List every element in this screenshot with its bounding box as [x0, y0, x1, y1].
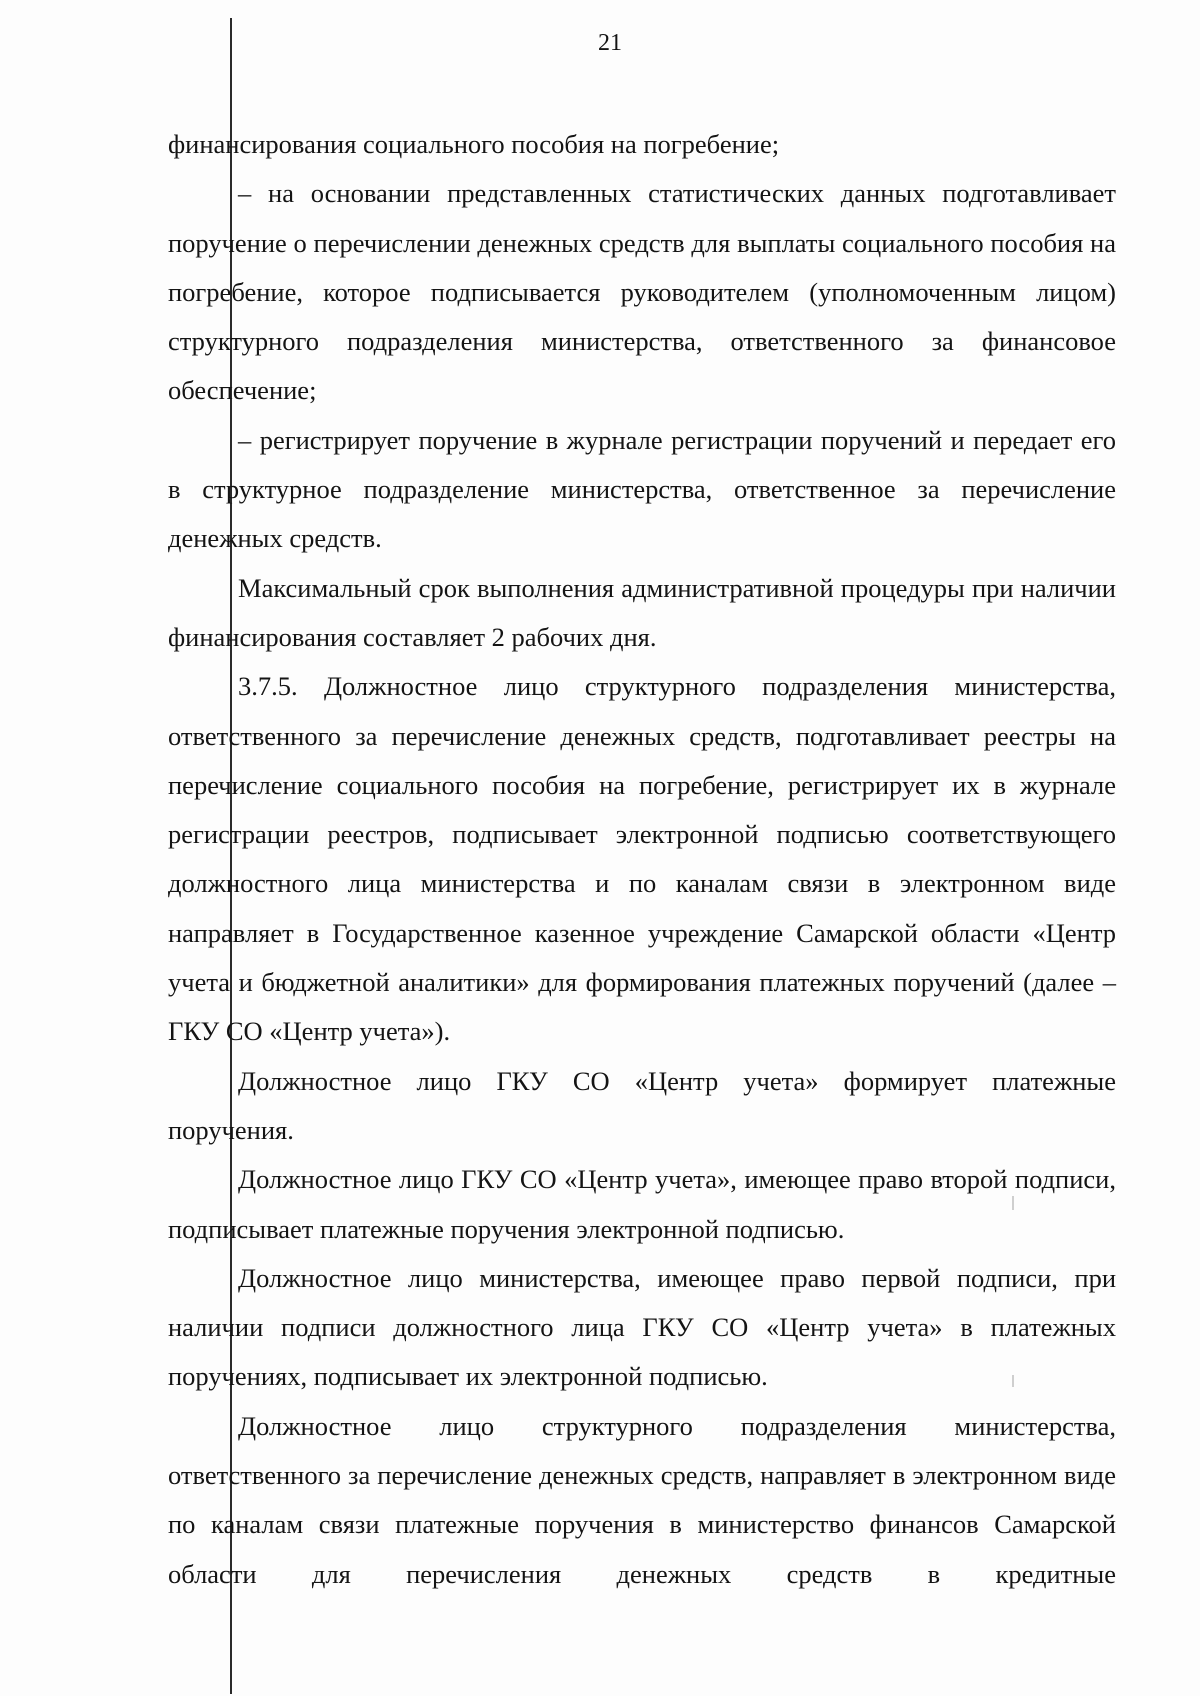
- paragraph: Должностное лицо министерства, имеющее право первой подписи, при наличии подписи должностного лица ГКУ СО «Центр учета» в платежных поручениях, подписывает их электронной подписью.: [168, 1262, 1116, 1392]
- body-text: [168, 120, 1116, 1599]
- page-number: 21: [598, 30, 622, 56]
- paragraph: Максимальный срок выполнения административной процедуры при наличии финансирования составляет 2 рабочих дня.: [168, 572, 1116, 652]
- paragraph: – регистрирует поручение в журнале регистрации поручений и передает его в структурное подразделение министерства, ответственное за перечисление денежных средств.: [168, 424, 1116, 554]
- paragraph: 3.7.5. Должностное лицо структурного подразделения министерства, ответственного за перечисление денежных средств, подготавливает реестры на перечисление социального пособия на погребение, регистрирует их в журнале регистрации реестров, подписывает электронной подписью соответствующего должностного лица министерства и по каналам связи в электронном виде направляет в Государственное казенное учреждение Самарской области «Центр учета и бюджетной аналитики» для формирования платежных поручений (далее – ГКУ СО «Центр учета»).: [168, 671, 1116, 1047]
- paragraph: Должностное лицо структурного подразделения министерства, ответственного за перечисление денежных средств, направляет в электронном виде по каналам связи платежные поручения в министерство финансов Самарской области для перечисления денежных средств в кредитные: [168, 1410, 1116, 1589]
- paragraph: Должностное лицо ГКУ СО «Центр учета» формирует платежные поручения.: [168, 1065, 1116, 1145]
- paragraph: финансирования социального пособия на погребение;: [168, 129, 780, 159]
- paragraph: Должностное лицо ГКУ СО «Центр учета», имеющее право второй подписи, подписывает платежные поручения электронной подписью.: [168, 1164, 1116, 1244]
- paragraph: – на основании представленных статистических данных подготавливает поручение о перечислении денежных средств для выплаты социального пособия на погребение, которое подписывается руководителем (уполномоченным лицом) структурного подразделения министерства, ответственного за финансовое обеспечение;: [168, 178, 1116, 406]
